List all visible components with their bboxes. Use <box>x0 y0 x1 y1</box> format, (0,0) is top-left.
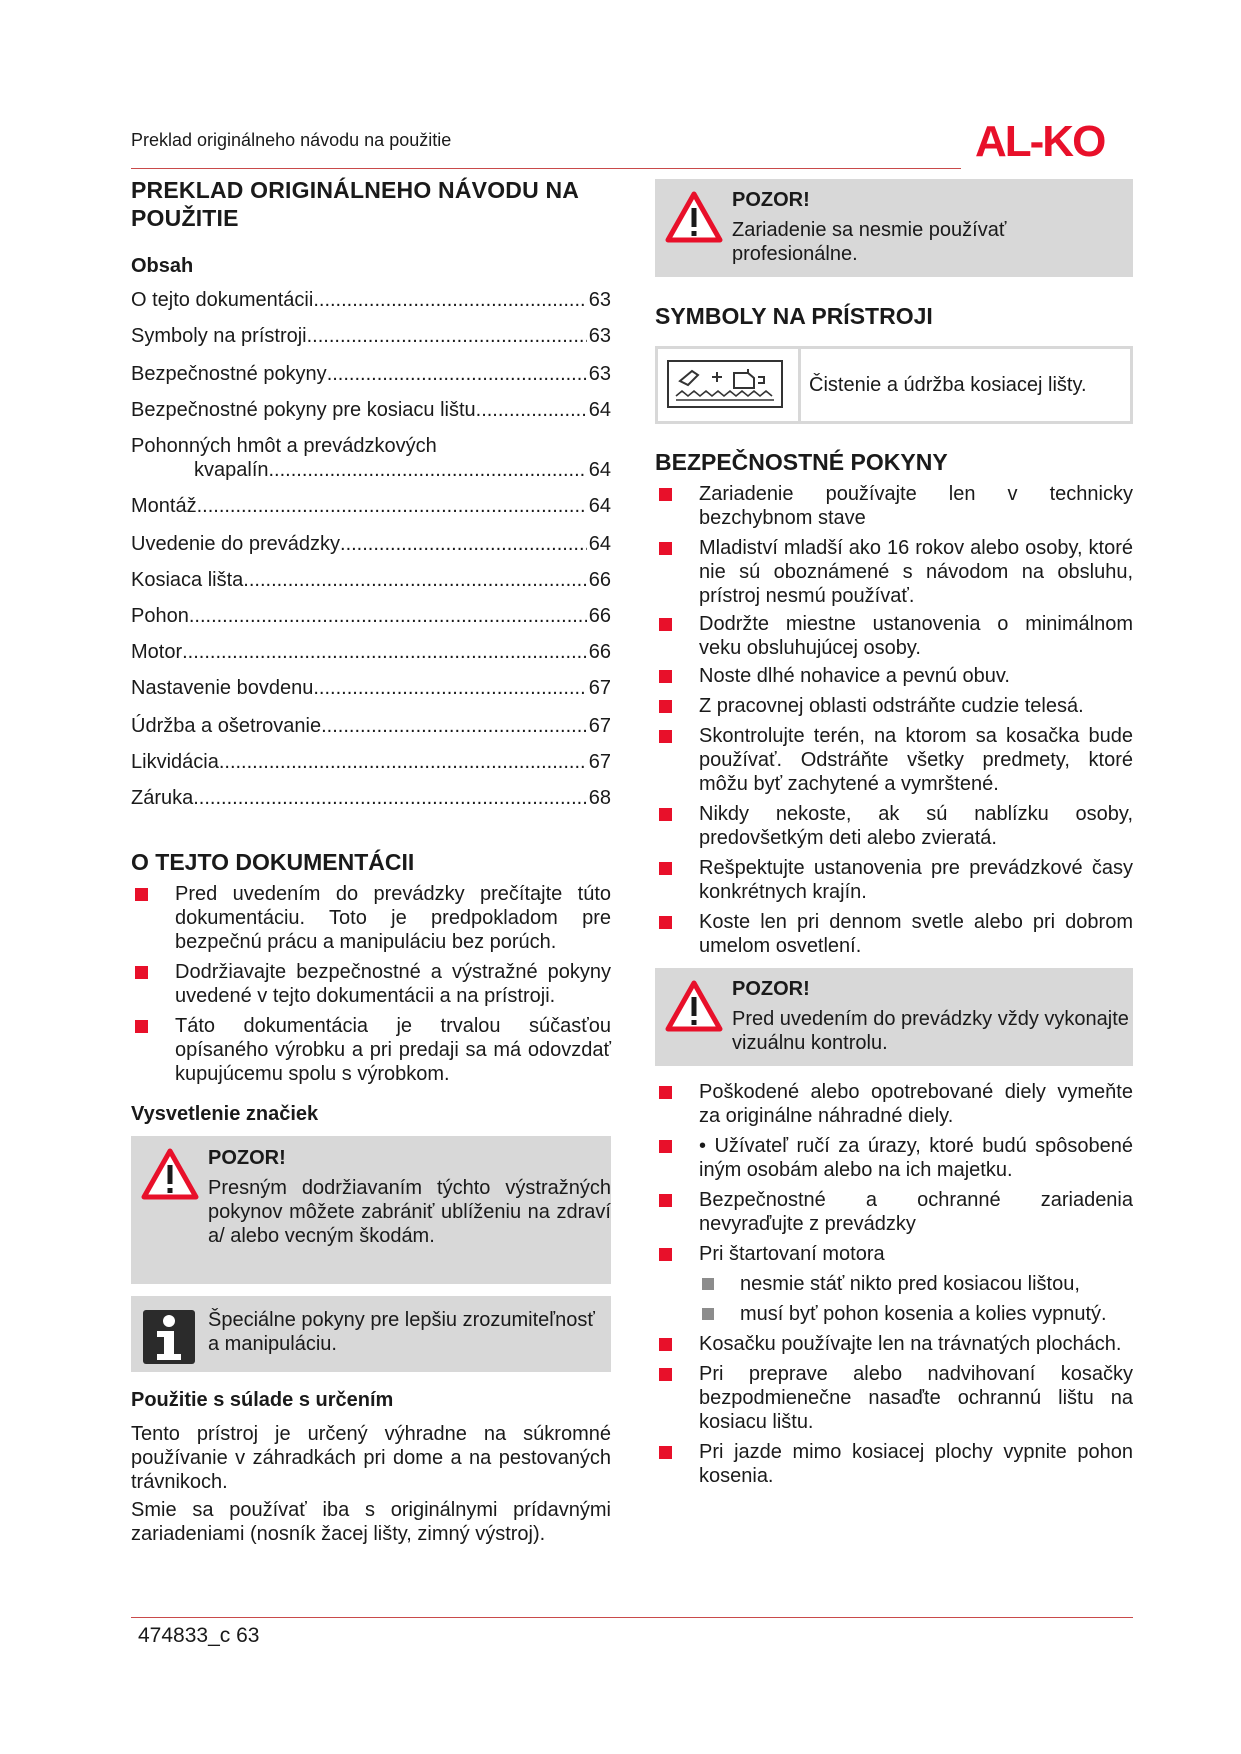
list-item: Noste dlhé nohavice a pevnú obuv. <box>655 664 1133 688</box>
warning-box-inspection <box>655 968 1133 1066</box>
safety-bullet-list-2 <box>655 1080 1133 1266</box>
header-divider <box>131 168 961 169</box>
warning-text: Pred uvedením do prevádzky vždy vykonajte vizuálnu kontrolu. <box>732 1008 1129 1054</box>
header-title: Preklad originálneho návodu na použitie <box>131 130 452 150</box>
logo-text: AL-KO <box>975 118 1105 162</box>
toc-entry[interactable]: Údržba a ošetrovanie ..... 67 <box>131 714 611 738</box>
list-item: Mladiství mladší ako 16 rokov alebo osoby, ktoré nie sú oboznámené s návodom na obsluhu, prístroj nesmú používať. <box>655 536 1133 608</box>
right-column <box>655 176 1133 1488</box>
warning-icon <box>665 191 723 243</box>
warning-box-legend <box>131 1136 611 1284</box>
toc-entry[interactable]: Motor ..... 66 <box>131 640 611 664</box>
list-item: musí byť pohon kosenia a kolies vypnutý. <box>655 1302 1133 1326</box>
warning-title: POZOR! <box>732 978 810 1000</box>
list-item: Bezpečnostné a ochranné zariadenia nevyraďujte z prevádzky <box>655 1188 1133 1236</box>
alko-logo <box>975 118 1133 162</box>
toc-entry[interactable]: Uvedenie do prevádzky ..... 64 <box>131 532 611 556</box>
symbol-description: Čistenie a údržba kosiacej lišty. <box>809 373 1087 396</box>
list-item: Zariadenie používajte len v technicky bezchybnom stave <box>655 482 1133 530</box>
safety-heading: BEZPEČNOSTNÉ POKYNY <box>655 449 948 475</box>
warning-title: POZOR! <box>208 1147 286 1169</box>
list-item: Dodržiavajte bezpečnostné a výstražné pokyny uvedené v tejto dokumentácii a na prístroji. <box>131 960 611 1008</box>
list-item: Poškodené alebo opotrebované diely vymeňte za originálne náhradné diely. <box>655 1080 1133 1128</box>
usage-paragraph: Smie sa používať iba s originálnymi prídavnými zariadeniami (nosník žacej lišty, zimný výstroj). <box>131 1499 611 1545</box>
page-title: PREKLAD ORIGINÁLNEHO NÁVODU NA POUŽITIE <box>131 177 579 231</box>
toc-entry[interactable]: Nastavenie bovdenu ..... 67 <box>131 676 611 700</box>
toc-entry[interactable]: Symboly na prístroji ..... 63 <box>131 324 611 348</box>
toc-entry[interactable]: Bezpečnostné pokyny ..... 63 <box>131 362 611 386</box>
list-item: Z pracovnej oblasti odstráňte cudzie telesá. <box>655 694 1133 718</box>
toc-entry[interactable]: Montáž ..... 64 <box>131 494 611 518</box>
list-item: nesmie stáť nikto pred kosiacou lištou, <box>655 1272 1133 1296</box>
toc-entry[interactable]: Kosiaca lišta ..... 66 <box>131 568 611 592</box>
warning-text: Zariadenie sa nesmie používať profesionálne. <box>732 219 1007 265</box>
cutter-bar-maintenance-icon <box>658 349 792 421</box>
list-item: Rešpektujte ustanovenia pre prevádzkové časy konkrétnych krajín. <box>655 856 1133 904</box>
sub-bullet-list <box>655 1272 1133 1326</box>
list-item: Táto dokumentácia je trvalou súčasťou opísaného výrobku a pri predaji sa má odovzdať kupujúcemu spolu s výrobkom. <box>131 1014 611 1086</box>
footer-page-label: 474833_c 63 <box>138 1624 260 1647</box>
toc-heading: Obsah <box>131 255 194 277</box>
toc-entry[interactable]: Bezpečnostné pokyny pre kosiacu lištu ..... 64 <box>131 398 611 422</box>
safety-bullet-list <box>655 482 1133 958</box>
doc-bullet-list <box>131 882 611 1086</box>
toc-entry[interactable]: Pohon ..... 66 <box>131 604 611 628</box>
toc-entry[interactable]: Záruka ..... 68 <box>131 786 611 810</box>
safety-bullet-list-3 <box>655 1332 1133 1488</box>
footer-divider <box>131 1617 1133 1618</box>
usage-paragraph: Tento prístroj je určený výhradne na súkromné používanie v záhradkách pri dome a na pestovaných trávnikoch. <box>131 1423 611 1493</box>
list-item: Nikdy nekoste, ak sú nablízku osoby, predovšetkým deti alebo zvieratá. <box>655 802 1133 850</box>
symbol-table <box>655 346 1133 424</box>
warning-icon <box>141 1148 199 1200</box>
warning-text: Presným dodržiavaním týchto výstražných pokynov môžete zabrániť ublíženiu na zdraví a/ alebo vecným škodám. <box>208 1177 611 1247</box>
left-column <box>131 176 611 1546</box>
list-item: Pri preprave alebo nadvihovaní kosačky bezpodmienečne nasaďte ochrannú lištu na kosiacu lištu. <box>655 1362 1133 1434</box>
info-box-legend <box>131 1296 611 1372</box>
legend-heading: Vysvetlenie značiek <box>131 1103 319 1125</box>
info-text: Špeciálne pokyny pre lepšiu zrozumiteľnosť a manipuláciu. <box>208 1309 595 1355</box>
list-item: • Užívateľ ručí za úrazy, ktoré budú spôsobené iným osobám alebo na ich majetku. <box>655 1134 1133 1182</box>
table-of-contents <box>131 288 611 810</box>
list-item: Pri jazde mimo kosiacej plochy vypnite pohon kosenia. <box>655 1440 1133 1488</box>
warning-box-professional <box>655 179 1133 277</box>
list-item: Pred uvedením do prevádzky prečítajte túto dokumentáciu. Toto je predpokladom pre bezpečnú prácu a manipuláciu bez porúch. <box>131 882 611 954</box>
symbols-heading: SYMBOLY NA PRÍSTROJI <box>655 303 933 329</box>
list-item: Skontrolujte terén, na ktorom sa kosačka bude používať. Odstráňte všetky predmety, ktoré môžu byť zachytené a vymrštené. <box>655 724 1133 796</box>
usage-heading: Použitie s súlade s určením <box>131 1389 394 1411</box>
symbol-cell <box>658 349 801 421</box>
list-item: Pri štartovaní motora <box>655 1242 1133 1266</box>
warning-title: POZOR! <box>732 189 810 211</box>
list-item: Dodržte miestne ustanovenia o minimálnom veku obsluhujúcej osoby. <box>655 612 1133 660</box>
toc-entry[interactable]: Pohonných hmôt a prevádzkových kvapalín ..... 64 <box>131 434 611 482</box>
warning-icon <box>665 980 723 1032</box>
info-icon <box>143 1310 195 1364</box>
list-item: Kosačku používajte len na trávnatých plochách. <box>655 1332 1133 1356</box>
toc-entry[interactable]: Likvidácia ..... 67 <box>131 750 611 774</box>
toc-entry[interactable]: O tejto dokumentácii ..... 63 <box>131 288 611 312</box>
list-item: Koste len pri dennom svetle alebo pri dobrom umelom osvetlení. <box>655 910 1133 958</box>
doc-heading: O TEJTO DOKUMENTÁCII <box>131 849 415 875</box>
